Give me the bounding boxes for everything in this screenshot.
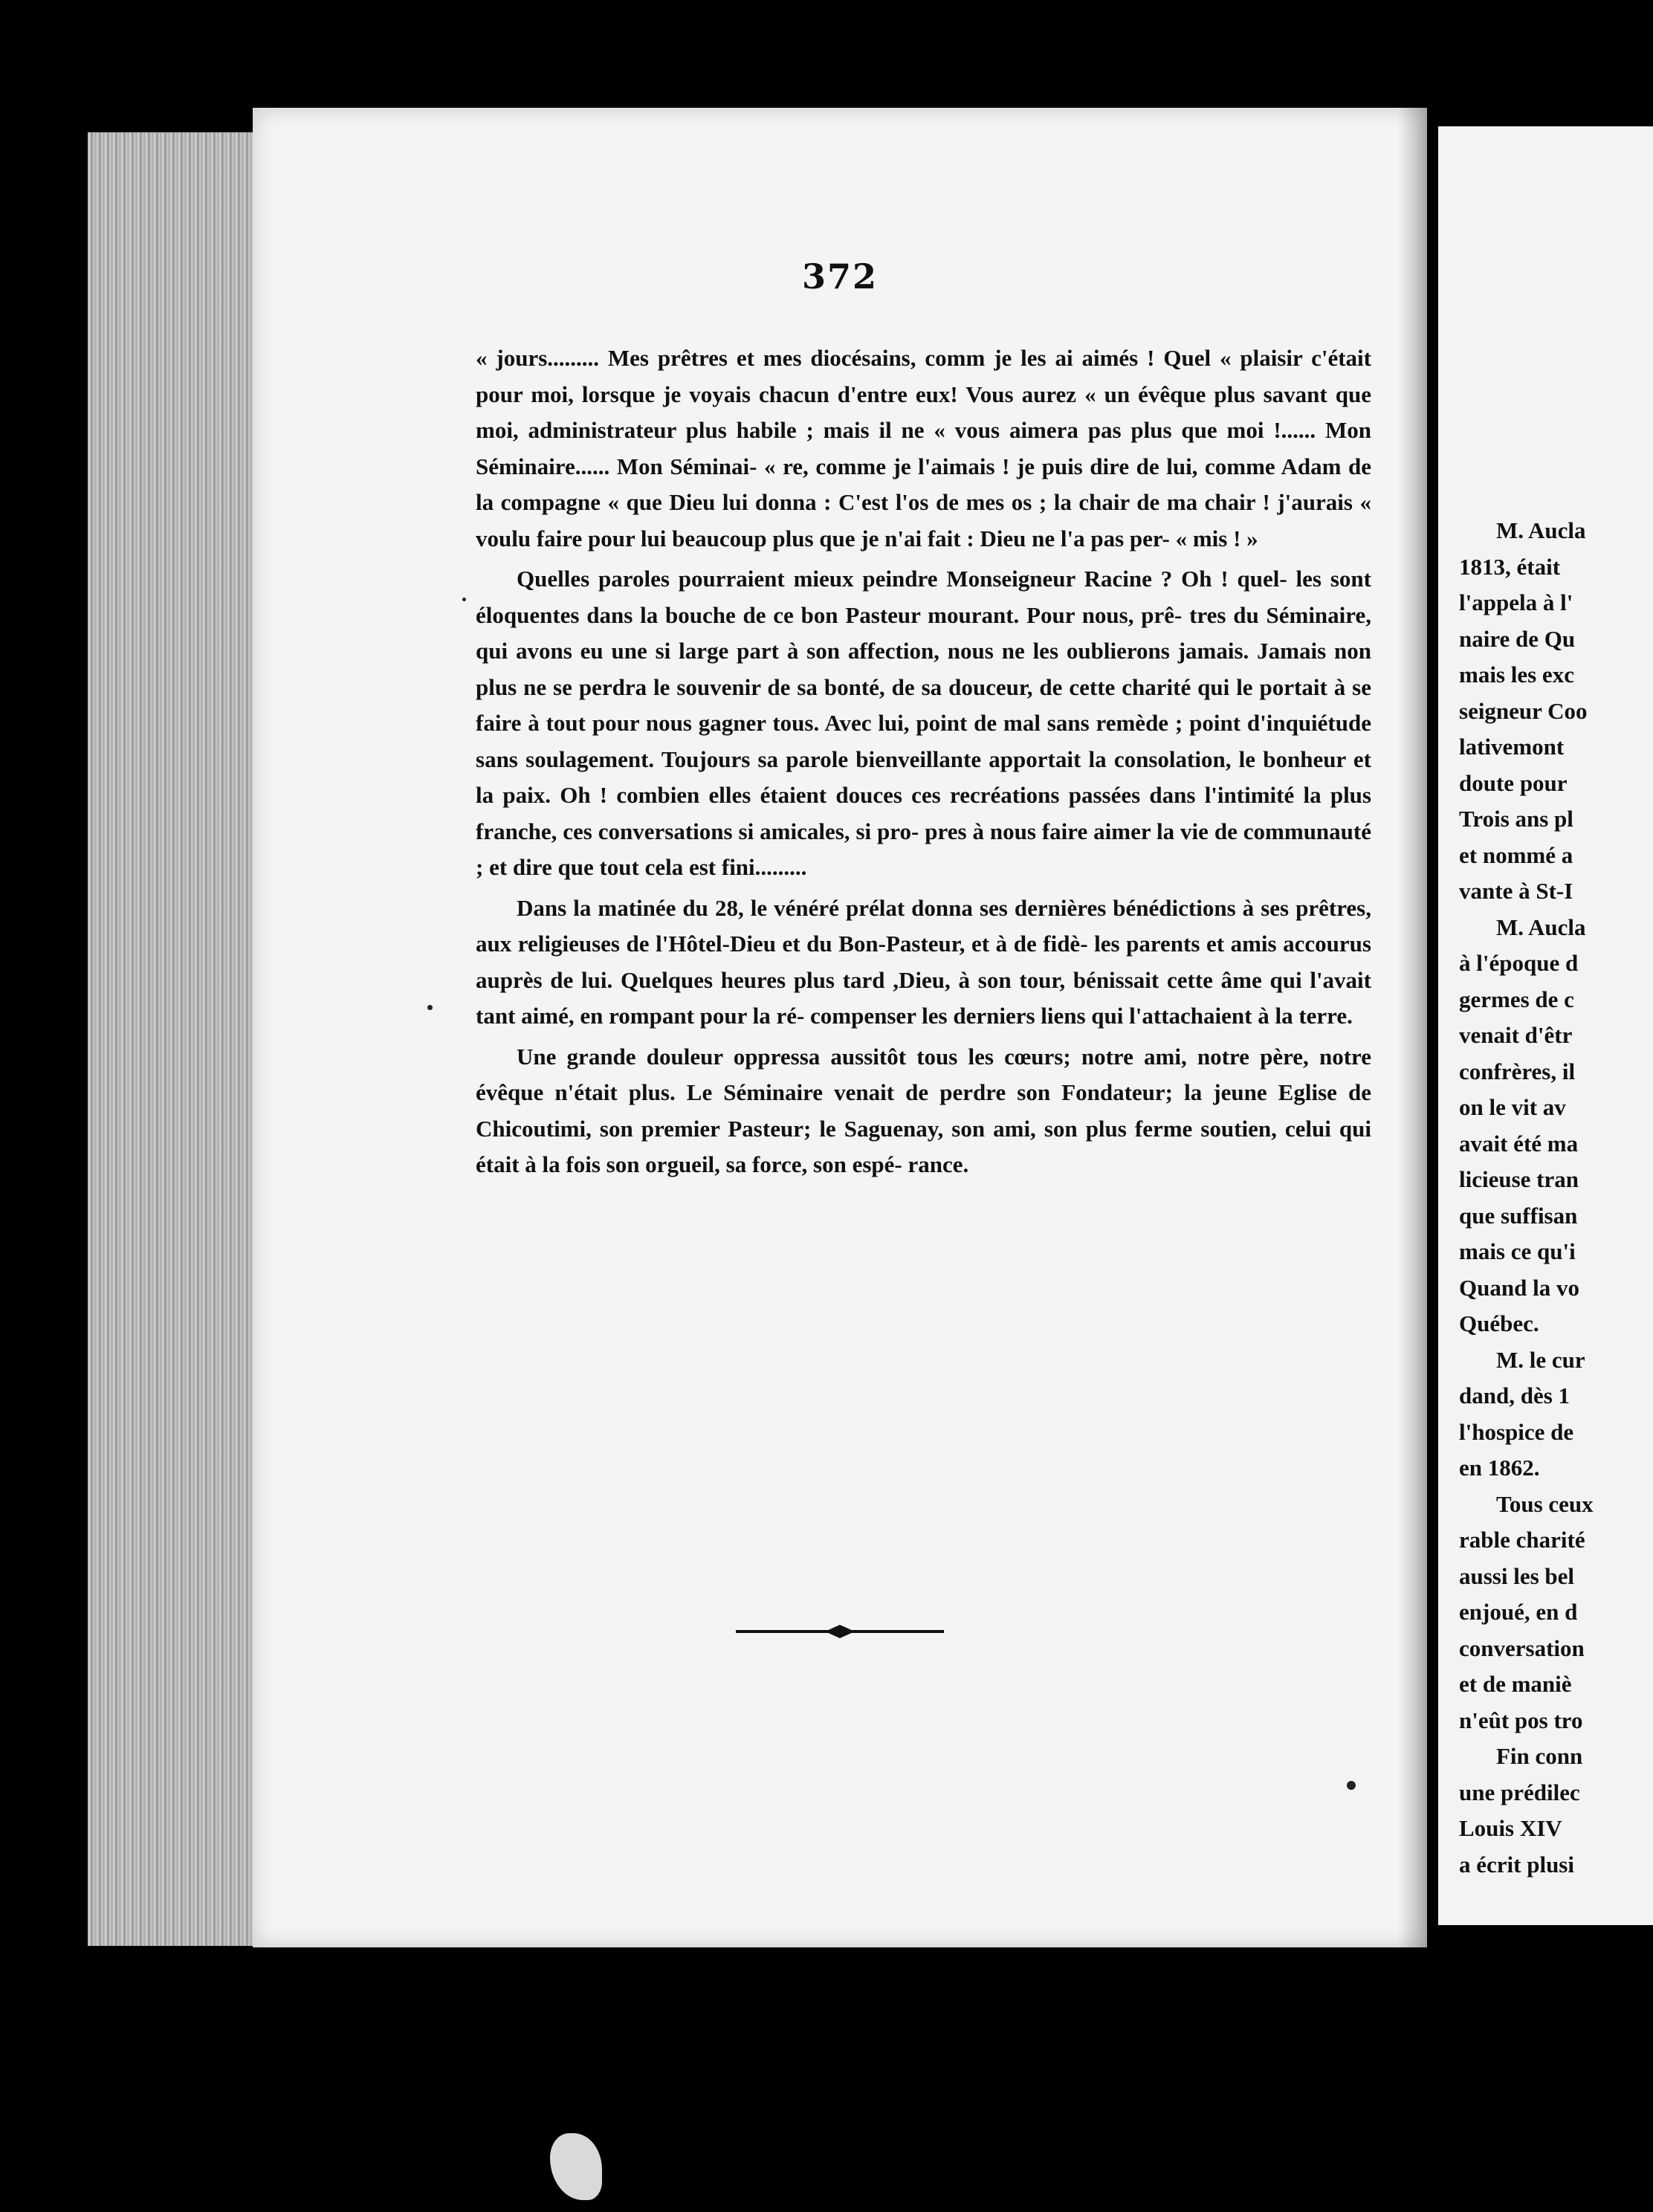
facing-line: Fin conn bbox=[1496, 1743, 1583, 1769]
facing-line: avait été ma bbox=[1459, 1130, 1579, 1157]
main-text-column bbox=[476, 340, 1371, 1188]
facing-line: mais les exc bbox=[1459, 662, 1574, 688]
facing-line: on le vit av bbox=[1459, 1094, 1566, 1120]
facing-line: Québec. bbox=[1459, 1310, 1539, 1336]
facing-line: licieuse tran bbox=[1459, 1166, 1579, 1192]
paragraph-death: Dans la matinée du 28, le vénéré prélat donna ses dernières bénédictions à ses prêtres, aux religieuses de l'Hôtel-Dieu et du Bon-Pasteur, et à de fidè- les parents et amis accourus auprès de lui. Quelques heures plus tard ,Dieu, à son tour, bénissait cette âme qui l'avait tant aimé, en rompant pour la ré- compenser les derniers liens qui l'attachaient à la terre. bbox=[476, 894, 1371, 1029]
facing-line: aussi les bel bbox=[1459, 1562, 1575, 1589]
facing-line: doute pour bbox=[1459, 769, 1568, 796]
facing-line: M. Aucla bbox=[1496, 913, 1586, 940]
facing-line: M. le cur bbox=[1496, 1346, 1585, 1373]
paragraph-grief: Une grande douleur oppressa aussitôt tous les cœurs; notre ami, notre père, notre évêque n'était plus. Le Séminaire venait de perdre son Fondateur; la jeune Eglise de Chicoutimi, son premier Pasteur; le Saguenay, son ami, son plus ferme soutien, celui qui était à la fois son orgueil, sa force, son espé- rance. bbox=[476, 1043, 1371, 1177]
facing-line: lativemont bbox=[1459, 734, 1565, 760]
facing-line: n'eût pos tro bbox=[1459, 1707, 1583, 1733]
facing-line: confrères, il bbox=[1459, 1058, 1576, 1084]
facing-line: venait d'êtr bbox=[1459, 1022, 1573, 1048]
facing-line: Louis XIV bbox=[1459, 1815, 1562, 1841]
page-stack-edge bbox=[88, 132, 259, 1946]
facing-line: naire de Qu bbox=[1459, 625, 1576, 652]
quote-paragraph: « jours......... Mes prêtres et mes diocésains, comm je les ai aimés ! Quel « plaisir c'était pour moi, lorsque je voyais chacun d'entre eux! Vous aurez « un évêque plus savant que moi, administrateur plus habile ; mais il ne « vous aimera pas plus que moi !...... Mon Séminaire...... Mon Séminai- « re, comme je l'aimais ! je puis dire de lui, comme Adam de la compagne « que Dieu lui donna : C'est l'os de mes os ; la chair de ma chair ! j'aurais « voulu faire pour lui beaucoup plus que je n'ai fait : Dieu ne l'a pas per- « mis ! » bbox=[476, 345, 1371, 552]
facing-line: Quand la vo bbox=[1459, 1274, 1579, 1301]
page-number: 372 bbox=[801, 256, 879, 297]
facing-line: germes de c bbox=[1459, 986, 1574, 1012]
facing-page bbox=[1438, 126, 1653, 1925]
facing-line: rable charité bbox=[1459, 1527, 1585, 1553]
gutter-shadow bbox=[1397, 108, 1427, 1947]
facing-line: en 1862. bbox=[1459, 1455, 1540, 1481]
facing-line: l'appela à l' bbox=[1459, 589, 1573, 615]
ink-speck bbox=[427, 1005, 433, 1010]
facing-line: 1813, était bbox=[1459, 553, 1561, 580]
facing-line: que suffisan bbox=[1459, 1202, 1578, 1229]
facing-line: Tous ceux bbox=[1496, 1490, 1594, 1517]
ornament-rule bbox=[728, 1620, 951, 1643]
facing-line: Trois ans pl bbox=[1459, 806, 1573, 832]
facing-line: conversation bbox=[1459, 1634, 1585, 1661]
facing-line: et nommé a bbox=[1459, 841, 1573, 868]
facing-line: et de maniè bbox=[1459, 1671, 1572, 1697]
ink-speck bbox=[462, 598, 466, 601]
section-ornament bbox=[253, 1620, 1427, 1643]
facing-line: seigneur Coo bbox=[1459, 697, 1588, 724]
facing-line: l'hospice de bbox=[1459, 1418, 1574, 1445]
facing-line: une prédilec bbox=[1459, 1779, 1580, 1805]
facing-line: M. Aucla bbox=[1496, 517, 1586, 543]
facing-line: a écrit plusi bbox=[1459, 1851, 1574, 1878]
facing-page-text bbox=[1459, 513, 1653, 1883]
facing-line: mais ce qu'i bbox=[1459, 1238, 1576, 1264]
ink-speck bbox=[1347, 1781, 1356, 1790]
facing-line: à l'époque d bbox=[1459, 950, 1579, 976]
facing-line: dand, dès 1 bbox=[1459, 1382, 1570, 1409]
facing-line: enjoué, en d bbox=[1459, 1599, 1578, 1625]
scan-blot bbox=[550, 2133, 602, 2200]
paragraph-eulogy: Quelles paroles pourraient mieux peindre Monseigneur Racine ? Oh ! quel- les sont éloquentes dans la bouche de ce bon Pasteur mourant. Pour nous, prê- tres du Séminaire, qui avons eu une si large part à son affection, nous ne les oublierons jamais. Jamais non plus ne se perdra le souvenir de sa bonté, de sa douceur, de cette charité qui le portait à se faire à tout pour nous gagner tous. Avec lui, point de mal sans remède ; point d'inquiétude sans soulagement. Toujours sa parole bienveillante apportait la consolation, le bonheur et la paix. Oh ! combien elles étaient douces ces recréations passées dans l'intimité la plus franche, ces conversations si amicales, si pro- pres à nous faire aimer la vie de communauté ; et dire que tout cela est fini......... bbox=[476, 566, 1371, 880]
facing-line: vante à St-I bbox=[1459, 878, 1573, 904]
